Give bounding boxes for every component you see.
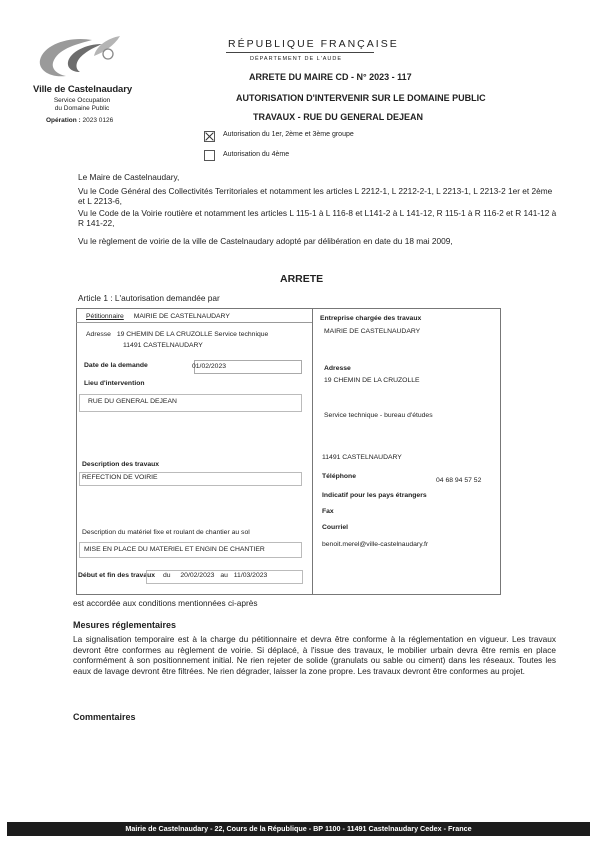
travaux-lieu: RUE DU GENERAL DEJEAN [303, 112, 424, 122]
periode-box [146, 570, 303, 584]
visa-voirie: Vu le Code de la Voirie routière et notamment les articles L 115-1 à L 116-8 et L141-2 à L 141-12, R 115-1 à R 116-2 et R 141-12 à R 141-22, [78, 208, 557, 228]
date-demande-label: Date de la demande [84, 362, 148, 369]
adresse-line-1: 19 CHEMIN DE LA CRUZOLLE Service technique [116, 331, 269, 338]
entreprise-value: MAIRIE DE CASTELNAUDARY [324, 328, 421, 335]
article-1: Article 1 : L'autorisation demandée par [78, 293, 220, 303]
operation-label: Opération : [46, 117, 81, 124]
republique-header: RÉPUBLIQUE FRANÇAISE [228, 38, 399, 50]
courriel-value[interactable]: benoit.merel@ville-castelnaudary.fr [322, 541, 429, 548]
mesures-heading: Mesures réglementaires [73, 620, 177, 630]
date-demande-value: 01/02/2023 [192, 363, 227, 370]
lieu-label: Lieu d'intervention [84, 380, 145, 387]
telephone-value: 04 68 94 57 52 [436, 477, 482, 484]
city-name: Ville de Castelnaudary [33, 84, 133, 95]
arrete-number: ARRETE DU MAIRE CD - N° 2023 - 117 [249, 72, 412, 82]
visa-reglement: Vu le règlement de voirie de la ville de Castelnaudary adopté par délibération en date du 18 mai 2009, [78, 236, 453, 246]
entreprise-cp-ville: 11491 CASTELNAUDARY [322, 454, 402, 461]
header-rule [226, 52, 374, 53]
description-label: Description des travaux [82, 461, 160, 468]
table-divider [312, 308, 313, 594]
table-row-divider [76, 322, 312, 323]
indicatif-label: Indicatif pour les pays étrangers [322, 492, 427, 499]
travaux-title [253, 112, 423, 122]
service-line-2: du Domaine Public [54, 105, 110, 112]
materiel-label: Description du matériel fixe et roulant de chantier au sol [82, 529, 250, 536]
operation-value: 2023 0126 [82, 117, 114, 124]
visa-maire: Le Maire de Castelnaudary, [78, 172, 180, 182]
accord-text: est accordée aux conditions mentionnées ci-après [73, 598, 258, 608]
city-logo [32, 34, 124, 84]
fax-label: Fax [322, 508, 334, 515]
periode-du: du [162, 572, 171, 579]
periode-au: au [220, 572, 228, 579]
entreprise-adresse-label: Adresse [324, 365, 351, 372]
checkbox-groupe-1-3[interactable] [204, 131, 215, 142]
service-line-1: Service Occupation [53, 97, 111, 104]
entreprise-adresse-line-2: Service technique - bureau d'études [324, 412, 433, 419]
entreprise-label: Entreprise chargée des travaux [320, 315, 422, 322]
periode-debut: 20/02/2023 [180, 572, 215, 579]
description-value: REFECTION DE VOIRIE [82, 474, 158, 481]
mesures-text: La signalisation temporaire est à la charge du pétitionnaire et devra être conforme à la réglementation en vigueur. Les travaux devront être conformes au règlement de voirie. Si déplacé, à l'issue des travaux, le mobilier urbain devra être remis en place conformément à son positionnement initial. Ne rien rejeter de solide (granulats ou sable ou ciment) dans les réseaux. Toutes les eaux de lavage devront être filtrées. Ne rien dégrader, laisser la zone propre. Les travaux devront être conformes au projet. [73, 634, 556, 676]
departement-header: DÉPARTEMENT DE L'AUDE [250, 56, 343, 62]
petitionnaire-field [86, 313, 230, 320]
footer-address: Mairie de Castelnaudary - 22, Cours de la République - BP 1100 - 11491 Castelnaudary Cedex - France [7, 822, 590, 836]
entreprise-adresse-line-1: 19 CHEMIN DE LA CRUZOLLE [324, 377, 420, 384]
materiel-value: MISE EN PLACE DU MATERIEL ET ENGIN DE CHANTIER [84, 546, 265, 553]
petitionnaire-label: Pétitionnaire [86, 313, 124, 320]
adresse-line-2: 11491 CASTELNAUDARY [123, 342, 203, 349]
travaux-label: TRAVAUX - [253, 112, 301, 122]
adresse-field [86, 331, 268, 338]
autorisation-title: AUTORISATION D'INTERVENIR SUR LE DOMAINE PUBLIC [236, 93, 486, 103]
courriel-label: Courriel [322, 524, 349, 531]
commentaires-heading: Commentaires [73, 712, 136, 722]
arrete-heading: ARRETE [280, 273, 324, 285]
adresse-label: Adresse [86, 331, 111, 338]
operation-number [46, 117, 113, 124]
visa-cgct: Vu le Code Général des Collectivités Territoriales et notamment les articles L 2212-1, L 2212-2-1, L 2213-1, L 2213-2 1er et 2ème et L 2213-6, [78, 186, 553, 206]
periode-label: Début et fin des travaux [78, 572, 156, 579]
checkbox-groupe-4-label: Autorisation du 4ème [223, 151, 290, 158]
checkbox-groupe-1-3-label: Autorisation du 1er, 2ème et 3ème groupe [223, 131, 354, 138]
telephone-label: Téléphone [322, 473, 356, 480]
petitionnaire-value: MAIRIE DE CASTELNAUDARY [133, 313, 230, 320]
service-name [52, 97, 112, 113]
periode-fin: 11/03/2023 [233, 572, 268, 579]
lieu-value: RUE DU GENERAL DEJEAN [88, 398, 177, 405]
checkbox-groupe-4[interactable] [204, 150, 215, 161]
